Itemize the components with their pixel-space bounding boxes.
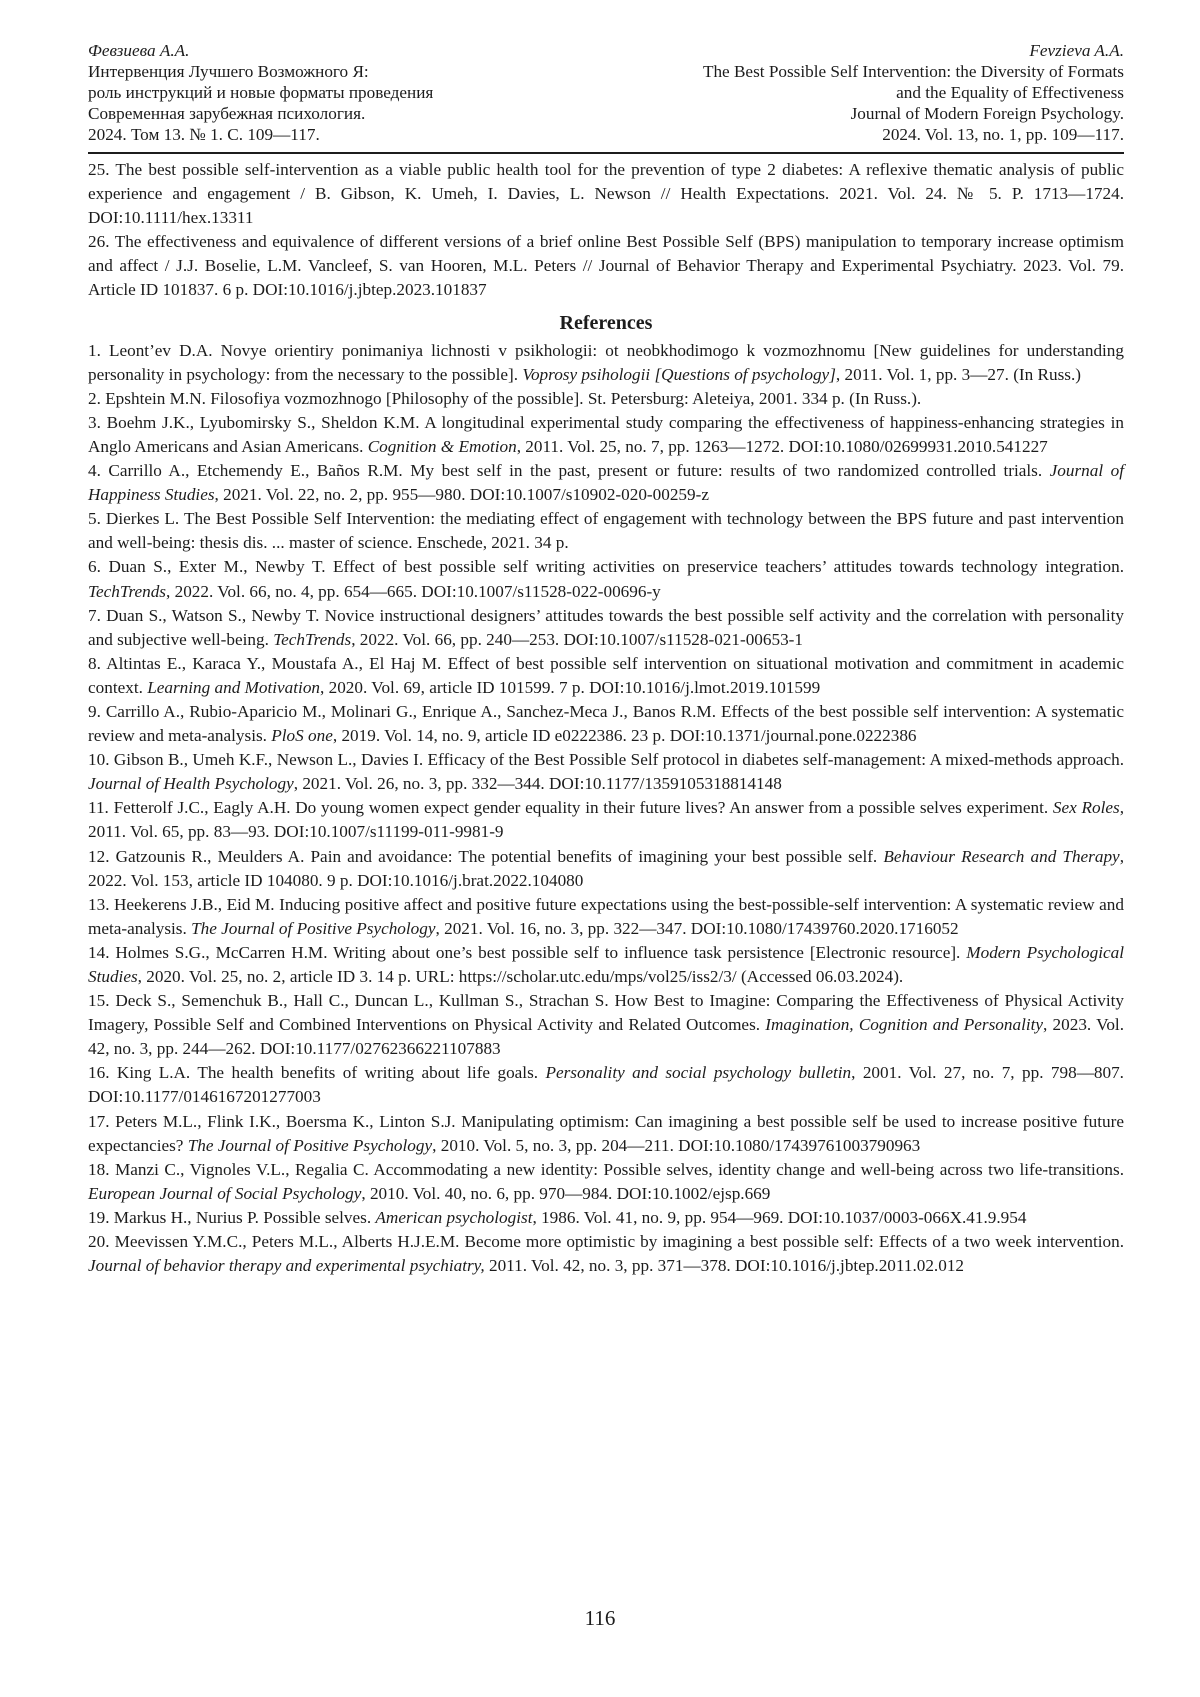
reference-text: 11. Fetterolf J.C., Eagly A.H. Do young women expect gender equality in their future lives? An answer from a possible selves experiment. bbox=[88, 798, 1053, 818]
reference-journal: The Journal of Positive Psychology bbox=[191, 918, 436, 938]
reference-details: , 1986. Vol. 41, no. 9, pp. 954—969. DOI:10.1037/0003-066X.41.9.954 bbox=[532, 1207, 1027, 1227]
reference-details: , 2011. Vol. 65, pp. 83—93. DOI:10.1007/s11199-011-9981-9 bbox=[88, 798, 1124, 842]
reference-journal: Personality and social psychology bulletin bbox=[545, 1063, 852, 1083]
reference-entry bbox=[88, 652, 1124, 700]
reference-text: 16. King L.A. The health benefits of writing about life goals. bbox=[88, 1063, 546, 1083]
reference-entry bbox=[88, 411, 1124, 459]
header-title-en-line1: The Best Possible Self Intervention: the Diversity of Formats bbox=[702, 62, 1124, 81]
reference-journal: Voprosy psihologii [Questions of psychology] bbox=[522, 364, 836, 384]
header-author-en: Fevzieva A.A. bbox=[1029, 41, 1124, 60]
reference-text: 13. Heekerens J.B., Eid M. Inducing positive affect and positive future expectations using the best-possible-self intervention: A systematic review and meta-analysis. bbox=[88, 894, 1124, 938]
page-number: 116 bbox=[584, 1606, 616, 1630]
reference-entry bbox=[88, 893, 1124, 941]
header-issue-ru: 2024. Том 13. № 1. С. 109—117. bbox=[88, 125, 320, 144]
running-header bbox=[88, 40, 1124, 148]
reference-entry bbox=[88, 1230, 1124, 1278]
reference-details: , 2010. Vol. 5, no. 3, pp. 204—211. DOI:10.1080/17439761003790963 bbox=[432, 1135, 921, 1155]
reference-details: , 2011. Vol. 25, no. 7, pp. 1263—1272. DOI:10.1080/02699931.2010.541227 bbox=[516, 436, 1048, 456]
header-title-ru-line1: Интервенция Лучшего Возможного Я: bbox=[88, 62, 369, 81]
reference-text: 6. Duan S., Exter M., Newby T. Effect of best possible self writing activities on preservice teachers’ attitudes towards technology integration. bbox=[88, 557, 1124, 577]
reference-text: 2. Epshtein M.N. Filosofiya vozmozhnogo [Philosophy of the possible]. St. Petersburg: Aleteiya, 2001. 334 p. (In Russ.). bbox=[88, 388, 922, 408]
reference-entry bbox=[88, 459, 1124, 507]
reference-entry bbox=[88, 339, 1124, 387]
reference-entry bbox=[88, 1158, 1124, 1206]
header-divider bbox=[88, 152, 1124, 154]
reference-details: , 2010. Vol. 40, no. 6, pp. 970—984. DOI:10.1002/ejsp.669 bbox=[361, 1183, 771, 1203]
running-header-en bbox=[703, 40, 1124, 145]
reference-details: , 2021. Vol. 26, no. 3, pp. 332—344. DOI:10.1177/1359105318814148 bbox=[293, 774, 782, 794]
reference-entry bbox=[88, 507, 1124, 555]
reference-details: , 2011. Vol. 1, pp. 3—27. (In Russ.) bbox=[835, 364, 1081, 384]
reference-entry bbox=[88, 1110, 1124, 1158]
reference-entry bbox=[88, 387, 1124, 411]
reference-journal: Journal of Health Psychology bbox=[88, 774, 294, 794]
reference-journal: TechTrends bbox=[88, 581, 166, 601]
running-header-ru bbox=[88, 40, 433, 145]
header-journal-ru: Современная зарубежная психология. bbox=[88, 104, 366, 123]
reference-text: 5. Dierkes L. The Best Possible Self Intervention: the mediating effect of engagement with technology between the BPS future and past intervention and well-being: thesis dis. ... master of science. Enschede, 2021. 34 p. bbox=[88, 509, 1124, 553]
reference-entry bbox=[88, 748, 1124, 796]
reference-journal: Journal of behavior therapy and experimental psychiatry, bbox=[88, 1256, 485, 1276]
reference-text: 3. Boehm J.K., Lyubomirsky S., Sheldon K.M. A longitudinal experimental study comparing the effectiveness of happiness-enhancing strategies in Anglo Americans and Asian Americans. bbox=[88, 412, 1124, 456]
reference-text: 14. Holmes S.G., McCarren H.M. Writing about one’s best possible self to influence task persistence [Electronic resource]. bbox=[88, 942, 967, 962]
reference-details: , 2022. Vol. 66, pp. 240—253. DOI:10.1007/s11528-021-00653-1 bbox=[351, 629, 803, 649]
reference-journal: PloS one bbox=[271, 726, 333, 746]
references-list bbox=[88, 339, 1124, 1279]
reference-entry bbox=[88, 796, 1124, 844]
literature-entry: 26. The effectiveness and equivalence of different versions of a brief online Best Possible Self (BPS) manipulation to temporary increase optimism and affect / J.J. Boselie, L.M. Vancleef, S. van Hooren, M.L. Peters // Journal of Behavior Therapy and Experimental Psychiatry. 2023. Vol. 79. Article ID 101837. 6 p. DOI:10.1016/j.jbtep.2023.101837 bbox=[88, 232, 1124, 300]
header-author-ru: Февзиева А.А. bbox=[88, 41, 190, 60]
reference-text: 20. Meevissen Y.M.C., Peters M.L., Alberts H.J.E.M. Become more optimistic by imagining a best possible self: Effects of a two week intervention. bbox=[88, 1232, 1124, 1252]
reference-journal: Modern Psychological Studies bbox=[88, 942, 1124, 986]
reference-text: 15. Deck S., Semenchuk B., Hall C., Duncan L., Kullman S., Strachan S. How Best to Imagine: Comparing the Effectiveness of Physical Activity Imagery, Possible Self and Combined Interventions on Physical Activity and Related Outcomes. bbox=[88, 991, 1124, 1035]
literature-list-tail bbox=[88, 158, 1124, 303]
reference-text: 12. Gatzounis R., Meulders A. Pain and avoidance: The potential benefits of imagining your best possible self. bbox=[88, 846, 884, 866]
header-issue-en: 2024. Vol. 13, no. 1, pp. 109—117. bbox=[882, 125, 1124, 144]
header-journal-en: Journal of Modern Foreign Psychology. bbox=[850, 104, 1124, 123]
reference-details: , 2022. Vol. 66, no. 4, pp. 654—665. DOI:10.1007/s11528-022-00696-y bbox=[166, 581, 661, 601]
reference-text: 10. Gibson B., Umeh K.F., Newson L., Davies I. Efficacy of the Best Possible Self protocol in diabetes self-management: A mixed-methods approach. bbox=[88, 750, 1124, 770]
reference-details: , 2021. Vol. 16, no. 3, pp. 322—347. DOI:10.1080/17439760.2020.1716052 bbox=[435, 918, 959, 938]
reference-text: 9. Carrillo A., Rubio-Aparicio M., Molinari G., Enrique A., Sanchez-Meca J., Banos R.M. Effects of the best possible self intervention: A systematic review and meta-analysis. bbox=[88, 701, 1124, 746]
reference-details: , 2020. Vol. 69, article ID 101599. 7 p. DOI:10.1016/j.lmot.2019.101599 bbox=[320, 677, 821, 697]
reference-text: 4. Carrillo A., Etchemendy E., Baños R.M. My best self in the past, present or future: results of two randomized controlled trials. bbox=[88, 461, 1050, 481]
reference-details: , 2020. Vol. 25, no. 2, article ID 3. 14 p. URL: https://scholar.utc.edu/mps/vol25/iss2/3/ (Accessed 06.03.2024). bbox=[137, 967, 904, 986]
reference-text: 8. Altintas E., Karaca Y., Moustafa A., El Haj M. Effect of best possible self intervention on situational motivation and commitment in academic context. bbox=[88, 653, 1124, 697]
reference-details: , 2023. Vol. 42, no. 3, pp. 244—262. DOI:10.1177/02762366221107883 bbox=[88, 1015, 1125, 1059]
reference-journal: Sex Roles bbox=[1052, 798, 1120, 818]
reference-text: 19. Markus H., Nurius P. Possible selves. bbox=[88, 1207, 376, 1227]
reference-journal: Behaviour Research and Therapy bbox=[883, 846, 1120, 866]
reference-journal: Journal of Happiness Studies bbox=[88, 461, 1124, 505]
reference-details: , 2022. Vol. 153, article ID 104080. 9 p. DOI:10.1016/j.brat.2022.104080 bbox=[88, 846, 1124, 890]
reference-journal: The Journal of Positive Psychology bbox=[187, 1135, 433, 1155]
reference-entry bbox=[88, 1206, 1124, 1230]
reference-entry bbox=[88, 1061, 1124, 1109]
reference-text: 18. Manzi C., Vignoles V.L., Regalia C. Accommodating a new identity: Possible selves, identity change and well-being across two life-transitions. bbox=[88, 1159, 1124, 1179]
reference-journal: American psychologist bbox=[375, 1207, 533, 1227]
reference-journal: Cognition & Emotion bbox=[367, 436, 517, 456]
reference-entry bbox=[88, 845, 1124, 893]
header-title-en-line2: and the Equality of Effectiveness bbox=[896, 83, 1124, 102]
reference-entry bbox=[88, 941, 1124, 989]
reference-journal: Learning and Motivation bbox=[147, 677, 321, 697]
reference-text: 7. Duan S., Watson S., Newby T. Novice instructional designers’ attitudes towards the best possible self activity and the correlation with personality and subjective well-being. bbox=[88, 605, 1124, 649]
reference-text: 17. Peters M.L., Flink I.K., Boersma K., Linton S.J. Manipulating optimism: Can imagining a best possible self be used to increase positive future expectancies? bbox=[88, 1111, 1124, 1155]
reference-entry bbox=[88, 700, 1124, 748]
reference-entry bbox=[88, 989, 1124, 1061]
reference-details: 2011. Vol. 42, no. 3, pp. 371—378. DOI:10.1016/j.jbtep.2011.02.012 bbox=[484, 1256, 965, 1276]
reference-details: , 2019. Vol. 14, no. 9, article ID e0222386. 23 p. DOI:10.1371/journal.pone.0222386 bbox=[332, 726, 917, 746]
reference-entry bbox=[88, 555, 1124, 603]
reference-journal: TechTrends bbox=[273, 629, 352, 649]
references-heading: References bbox=[559, 311, 653, 334]
reference-entry bbox=[88, 604, 1124, 652]
literature-entry: 25. The best possible self-intervention as a viable public health tool for the prevention of type 2 diabetes: A reflexive thematic analysis of public experience and engagement / B. Gibson, K. Umeh, I. Davies, L. Newson // Health Expectations. 2021. Vol. 24. № 5. P. 1713—1724. DOI:10.1111/hex.13311 bbox=[88, 160, 1124, 228]
reference-details: , 2021. Vol. 22, no. 2, pp. 955—980. DOI:10.1007/s10902-020-00259-z bbox=[214, 485, 709, 505]
reference-journal: European Journal of Social Psychology bbox=[88, 1183, 362, 1203]
page-content bbox=[88, 158, 1124, 1278]
reference-text: 1. Leont’ev D.A. Novye orientiry ponimaniya lichnosti v psikhologii: ot neobkhodimogo k vozmozhnomu [New guidelines for understanding personality in psychology: from the necessary to the possible]. bbox=[88, 340, 1124, 384]
header-title-ru-line2: роль инструкций и новые форматы проведения bbox=[88, 83, 434, 102]
reference-details: , 2001. Vol. 27, no. 7, pp. 798—807. DOI:10.1177/0146167201277003 bbox=[88, 1063, 1124, 1107]
reference-journal: Imagination, Cognition and Personality bbox=[765, 1015, 1044, 1035]
